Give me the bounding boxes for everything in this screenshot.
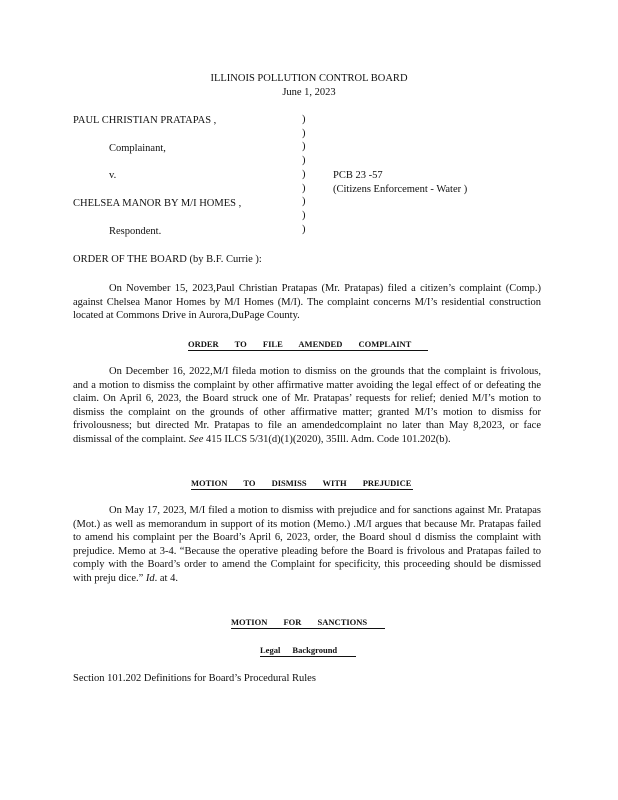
versus-label: v. xyxy=(109,170,117,181)
case-type: (Citizens Enforcement - Water ) xyxy=(333,184,468,195)
paren: ) xyxy=(302,182,306,194)
paren: ) xyxy=(302,196,306,208)
respondent-name: CHELSEA MANOR BY M/I HOMES , xyxy=(73,198,242,209)
paragraph-procedural-history xyxy=(73,365,541,446)
paren: ) xyxy=(302,114,306,125)
signal-see: See xyxy=(188,433,204,445)
signal-id: Id xyxy=(145,572,155,584)
order-of-board: ORDER OF THE BOARD (by B.F. Currie ): xyxy=(73,254,262,265)
agency-title: ILLINOIS POLLUTION CONTROL BOARD xyxy=(210,73,408,84)
paren: ) xyxy=(302,209,306,221)
heading-motion-for-sanctions: MOTION FOR SANCTIONS xyxy=(231,617,368,627)
paren: ) xyxy=(302,127,306,139)
paren: ) xyxy=(302,155,306,167)
order-date: June 1, 2023 xyxy=(282,87,336,98)
heading-underline xyxy=(260,656,356,657)
caption-parentheses xyxy=(302,113,306,236)
heading-underline xyxy=(191,489,413,490)
complainant-name: PAUL CHRISTIAN PRATAPAS , xyxy=(73,115,217,126)
respondent-role: Respondent. xyxy=(109,226,162,237)
pin-cite: . at 4. xyxy=(154,572,178,584)
paren: ) xyxy=(302,223,306,235)
paren: ) xyxy=(302,168,306,180)
paragraph-motion-summary xyxy=(73,504,541,585)
heading-order-to-file-amended-complaint: ORDER TO FILE AMENDED COMPLAINT xyxy=(188,339,412,349)
heading-underline xyxy=(231,628,385,629)
paragraph-text: On December 16, 2022,M/I fileda motion to dismiss on the grounds that the complaint is frivolous, and a motion to dismiss the complaint by other affirmative matter avoiding the legal effect of or defeating the claim. On April 6, 2023, the Board struck one of Mr. Pratapas’ requests for relief; denied M/I’s motion to dismiss the complaint on the grounds of other affirmative matter; granted M/I’s motion to dismiss for frivolousness; but directed Mr. Pratapas to file an amendedcomplaint no later than May 8,2023, or face dismissal of the complaint. xyxy=(73,366,541,445)
heading-motion-to-dismiss-with-prejudice: MOTION TO DISMISS WITH PREJUDICE xyxy=(191,478,412,488)
complainant-role: Complainant, xyxy=(109,143,166,154)
statute-citation: 415 ILCS 5/31(d)(1)(2020), 35Ill. Adm. Code 101.202(b). xyxy=(205,433,451,445)
case-number: PCB 23 -57 xyxy=(333,170,383,181)
paragraph-text: On May 17, 2023, M/I filed a motion to dismiss with prejudice and for sanctions against Mr. Pratapas (Mot.) as well as memorandum in support of its motion (Memo.) .M/I argues that because Mr. Pratapas failed to amend his complaint per the Board’s April 6, 2023, order, the Board shoul d dismiss the complaint with prejudice. Memo at 3-4. “Because the operative pleading before the Board is frivolous and Pratapas failed to comply with the Board’s order to amend the Complaint for specificity, this proceeding should be dismissed with preju dice.” xyxy=(73,505,541,584)
heading-underline xyxy=(188,350,428,351)
section-heading: Section 101.202 Definitions for Board’s Procedural Rules xyxy=(73,673,316,684)
heading-legal-background: Legal Background xyxy=(260,645,338,655)
paren: ) xyxy=(302,141,306,153)
paragraph-intro: On November 15, 2023,Paul Christian Pratapas (Mr. Pratapas) filed a citizen’s complaint (Comp.) against Chelsea Manor Homes by M/I Homes (M/I). The complaint concerns M/I’s residential construction located at Commons Drive in Aurora,DuPage County. xyxy=(73,283,541,321)
